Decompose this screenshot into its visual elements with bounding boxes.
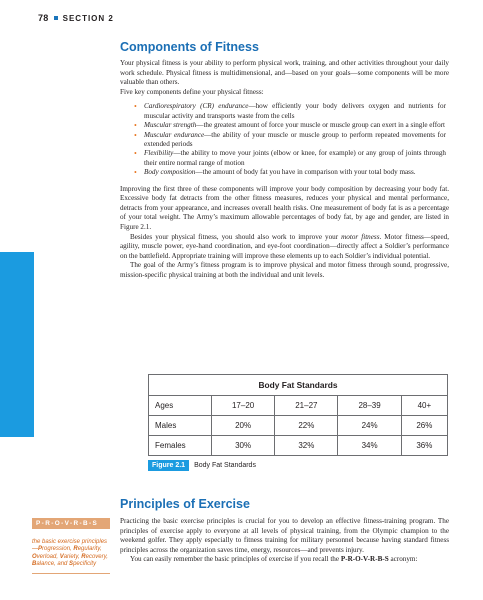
figure-tag: Figure 2.1 xyxy=(148,460,189,471)
table-header-cell: 17–20 xyxy=(212,396,275,416)
body-fat-table xyxy=(148,374,448,456)
list-item: • Muscular strength—the greatest amount of force your muscle or muscle group can exert in a single effort xyxy=(134,121,446,131)
table-header-cell: Ages xyxy=(149,396,212,416)
table-cell: 26% xyxy=(401,416,447,436)
bullet-icon: • xyxy=(134,168,137,178)
table-header-cell: 40+ xyxy=(401,396,447,416)
section-title: Components of Fitness xyxy=(120,40,259,54)
section-label: SECTION 2 xyxy=(62,14,114,23)
table-row xyxy=(149,436,448,456)
body-fat-table-wrap xyxy=(148,374,448,456)
table-title: Body Fat Standards xyxy=(149,375,448,396)
list-item: • Cardiorespiratory (CR) endurance—how efficiently your body delivers oxygen and nutrients for muscular activity and transports waste from the cells xyxy=(134,102,446,120)
body-paragraph: You can easily remember the basic principles of exercise if you recall the P-R-O-V-R-B-S acronym: xyxy=(130,555,418,564)
sidebar-title: P-R-O-V-R-B-S xyxy=(32,518,110,529)
section-title: Principles of Exercise xyxy=(120,497,250,511)
figure-caption-text: Body Fat Standards xyxy=(194,462,256,469)
provrbs-sidebar xyxy=(32,518,110,574)
components-section xyxy=(120,40,449,281)
body-paragraph: Practicing the basic exercise principles is crucial for you to develop an effective fitness-training program. The principles of exercise apply to everyone at all levels of physical training, from the Olympic champion to the weekend golfer. They apply especially to fitness training for military personnel because having standard fitness principles across the organization saves time, energy, resources—and prevents injury. xyxy=(120,517,449,554)
table-header-row xyxy=(149,396,448,416)
sidebar-body: the basic exercise principles—Progression, Regularity, Overload, Variety, Recovery, Balance, and Specificity xyxy=(32,533,110,574)
body-paragraph: Besides your physical fitness, you should also work to improve your motor fitness. Motor fitness—speed, agility, muscle power, eye-hand coordination, and eye-foot coordination—directly affect a Soldier’s performance on the battlefield. Appropriate training will improve these elements up to each Soldier’s individual potential. xyxy=(120,232,449,260)
table-cell: 34% xyxy=(338,436,401,456)
bullet-icon: • xyxy=(134,149,137,159)
list-item: • Body composition—the amount of body fat you have in comparison with your total body mass. xyxy=(134,168,416,178)
principles-section xyxy=(120,497,449,565)
square-icon xyxy=(54,16,58,20)
table-cell: 20% xyxy=(212,416,275,436)
table-cell: 30% xyxy=(212,436,275,456)
list-item: • Flexibility—the ability to move your joints (elbow or knee, for example) or any group of joints through their entire normal range of motion xyxy=(134,149,446,167)
bullet-icon: • xyxy=(134,130,137,140)
intro-paragraph-2: Five key components define your physical fitness: xyxy=(120,87,264,96)
page-number: 78 xyxy=(38,13,49,23)
table-header-cell: 21–27 xyxy=(275,396,338,416)
table-row xyxy=(149,416,448,436)
table-header-cell: 28–39 xyxy=(338,396,401,416)
components-list xyxy=(120,102,449,177)
list-item: • Muscular endurance—the ability of your muscle or muscle group to perform repeated movements for extended periods xyxy=(134,130,447,148)
table-cell: Males xyxy=(149,416,212,436)
table-cell: Females xyxy=(149,436,212,456)
table-cell: 24% xyxy=(338,416,401,436)
side-color-bar xyxy=(0,252,34,437)
bullet-icon: • xyxy=(134,102,137,112)
figure-caption xyxy=(148,460,256,471)
intro-paragraph: Your physical fitness is your ability to perform physical work, training, and other activities throughout your daily work schedule. Physical fitness is multidimensional, and—based on your goals—some components will be more valuable than others. xyxy=(120,59,449,87)
table-cell: 32% xyxy=(275,436,338,456)
body-paragraph: Improving the first three of these components will improve your body composition by decreasing your body fat. Excessive body fat detracts from the other fitness measures, reduces your physical and mental performance, detracts from your appearance, and increases overall health risks. One measurement of body fat is as a percentage of your total weight. The Army’s maximum allowable percentages of body fat, by age and gender, are listed in Figure 2.1. xyxy=(120,184,449,231)
bullet-icon: • xyxy=(134,121,137,131)
body-paragraph: The goal of the Army’s fitness program is to improve physical and motor fitness through sound, progressive, mission-specific physical training at both the individual and unit levels. xyxy=(120,261,449,279)
page-header xyxy=(38,13,114,23)
table-cell: 36% xyxy=(401,436,447,456)
table-cell: 22% xyxy=(275,416,338,436)
